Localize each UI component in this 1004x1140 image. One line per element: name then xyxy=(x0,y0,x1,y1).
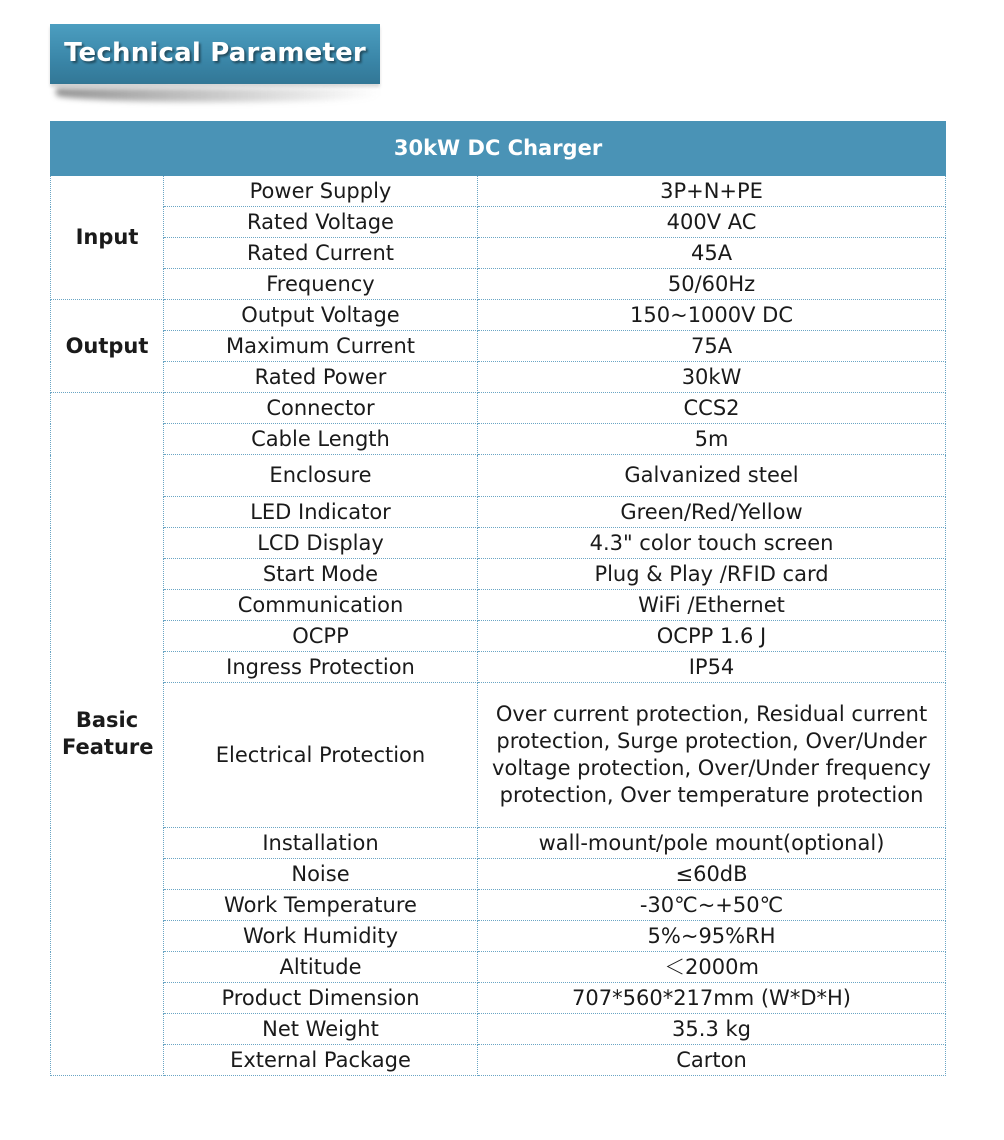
param-value: IP54 xyxy=(478,652,946,683)
param-value: 30kW xyxy=(478,362,946,393)
param-label: Work Humidity xyxy=(164,921,478,952)
table-row xyxy=(51,331,946,362)
table-row xyxy=(51,1045,946,1076)
table-row xyxy=(51,455,946,497)
param-value: OCPP 1.6 J xyxy=(478,621,946,652)
table-row xyxy=(51,424,946,455)
param-label: Communication xyxy=(164,590,478,621)
table-row xyxy=(51,983,946,1014)
param-label: Net Weight xyxy=(164,1014,478,1045)
param-label: Noise xyxy=(164,859,478,890)
table-header: 30kW DC Charger xyxy=(51,122,946,176)
param-label: Rated Current xyxy=(164,238,478,269)
param-value: 45A xyxy=(478,238,946,269)
table-row xyxy=(51,621,946,652)
param-value: Galvanized steel xyxy=(478,455,946,497)
param-label: Frequency xyxy=(164,269,478,300)
param-value: 35.3 kg xyxy=(478,1014,946,1045)
group-label-input: Input xyxy=(51,176,164,300)
table-row xyxy=(51,683,946,828)
param-label: Electrical Protection xyxy=(164,683,478,828)
table-row xyxy=(51,362,946,393)
param-value: Plug & Play /RFID card xyxy=(478,559,946,590)
table-row xyxy=(51,828,946,859)
param-label: Enclosure xyxy=(164,455,478,497)
param-value: 4.3" color touch screen xyxy=(478,528,946,559)
param-label: External Package xyxy=(164,1045,478,1076)
group-label-basic-feature xyxy=(51,393,164,1076)
table-row xyxy=(51,652,946,683)
param-value: Carton xyxy=(478,1045,946,1076)
param-value: Green/Red/Yellow xyxy=(478,497,946,528)
table-row xyxy=(51,952,946,983)
table-row xyxy=(51,528,946,559)
param-value: 150~1000V DC xyxy=(478,300,946,331)
param-value: wall-mount/pole mount(optional) xyxy=(478,828,946,859)
spec-table xyxy=(50,121,946,1076)
param-value: 50/60Hz xyxy=(478,269,946,300)
param-label: LED Indicator xyxy=(164,497,478,528)
param-value: Over current protection, Residual current protection, Surge protection, Over/Under voltage protection, Over/Under frequency protection, Over temperature protection xyxy=(478,683,946,828)
param-label: OCPP xyxy=(164,621,478,652)
param-value: ＜2000m xyxy=(478,952,946,983)
param-label: Rated Voltage xyxy=(164,207,478,238)
param-value: WiFi /Ethernet xyxy=(478,590,946,621)
param-value: 5m xyxy=(478,424,946,455)
param-label: Work Temperature xyxy=(164,890,478,921)
param-label: Power Supply xyxy=(164,176,478,207)
table-row xyxy=(51,921,946,952)
param-label: Start Mode xyxy=(164,559,478,590)
param-label: Connector xyxy=(164,393,478,424)
table-row xyxy=(51,393,946,424)
param-label: Ingress Protection xyxy=(164,652,478,683)
table-row xyxy=(51,497,946,528)
param-label: Product Dimension xyxy=(164,983,478,1014)
banner-title: Technical Parameter xyxy=(64,38,366,68)
param-label: Installation xyxy=(164,828,478,859)
table-row xyxy=(51,269,946,300)
table-row xyxy=(51,559,946,590)
param-value: -30℃~+50℃ xyxy=(478,890,946,921)
section-banner xyxy=(50,24,380,104)
param-label: Output Voltage xyxy=(164,300,478,331)
param-value: 3P+N+PE xyxy=(478,176,946,207)
banner-reflection xyxy=(56,88,380,102)
param-value: 400V AC xyxy=(478,207,946,238)
param-label: Cable Length xyxy=(164,424,478,455)
param-label: Maximum Current xyxy=(164,331,478,362)
param-value: ≤60dB xyxy=(478,859,946,890)
table-row xyxy=(51,590,946,621)
param-label: LCD Display xyxy=(164,528,478,559)
table-row xyxy=(51,238,946,269)
param-value: 75A xyxy=(478,331,946,362)
table-row xyxy=(51,1014,946,1045)
table-row xyxy=(51,890,946,921)
table-row xyxy=(51,207,946,238)
table-row xyxy=(51,300,946,331)
param-value: CCS2 xyxy=(478,393,946,424)
group-label-basic-text: Basic Feature xyxy=(62,708,154,759)
param-label: Altitude xyxy=(164,952,478,983)
table-row xyxy=(51,859,946,890)
param-value: 707*560*217mm (W*D*H) xyxy=(478,983,946,1014)
param-value: 5%~95%RH xyxy=(478,921,946,952)
param-label: Rated Power xyxy=(164,362,478,393)
table-row xyxy=(51,176,946,207)
group-label-output: Output xyxy=(51,300,164,393)
